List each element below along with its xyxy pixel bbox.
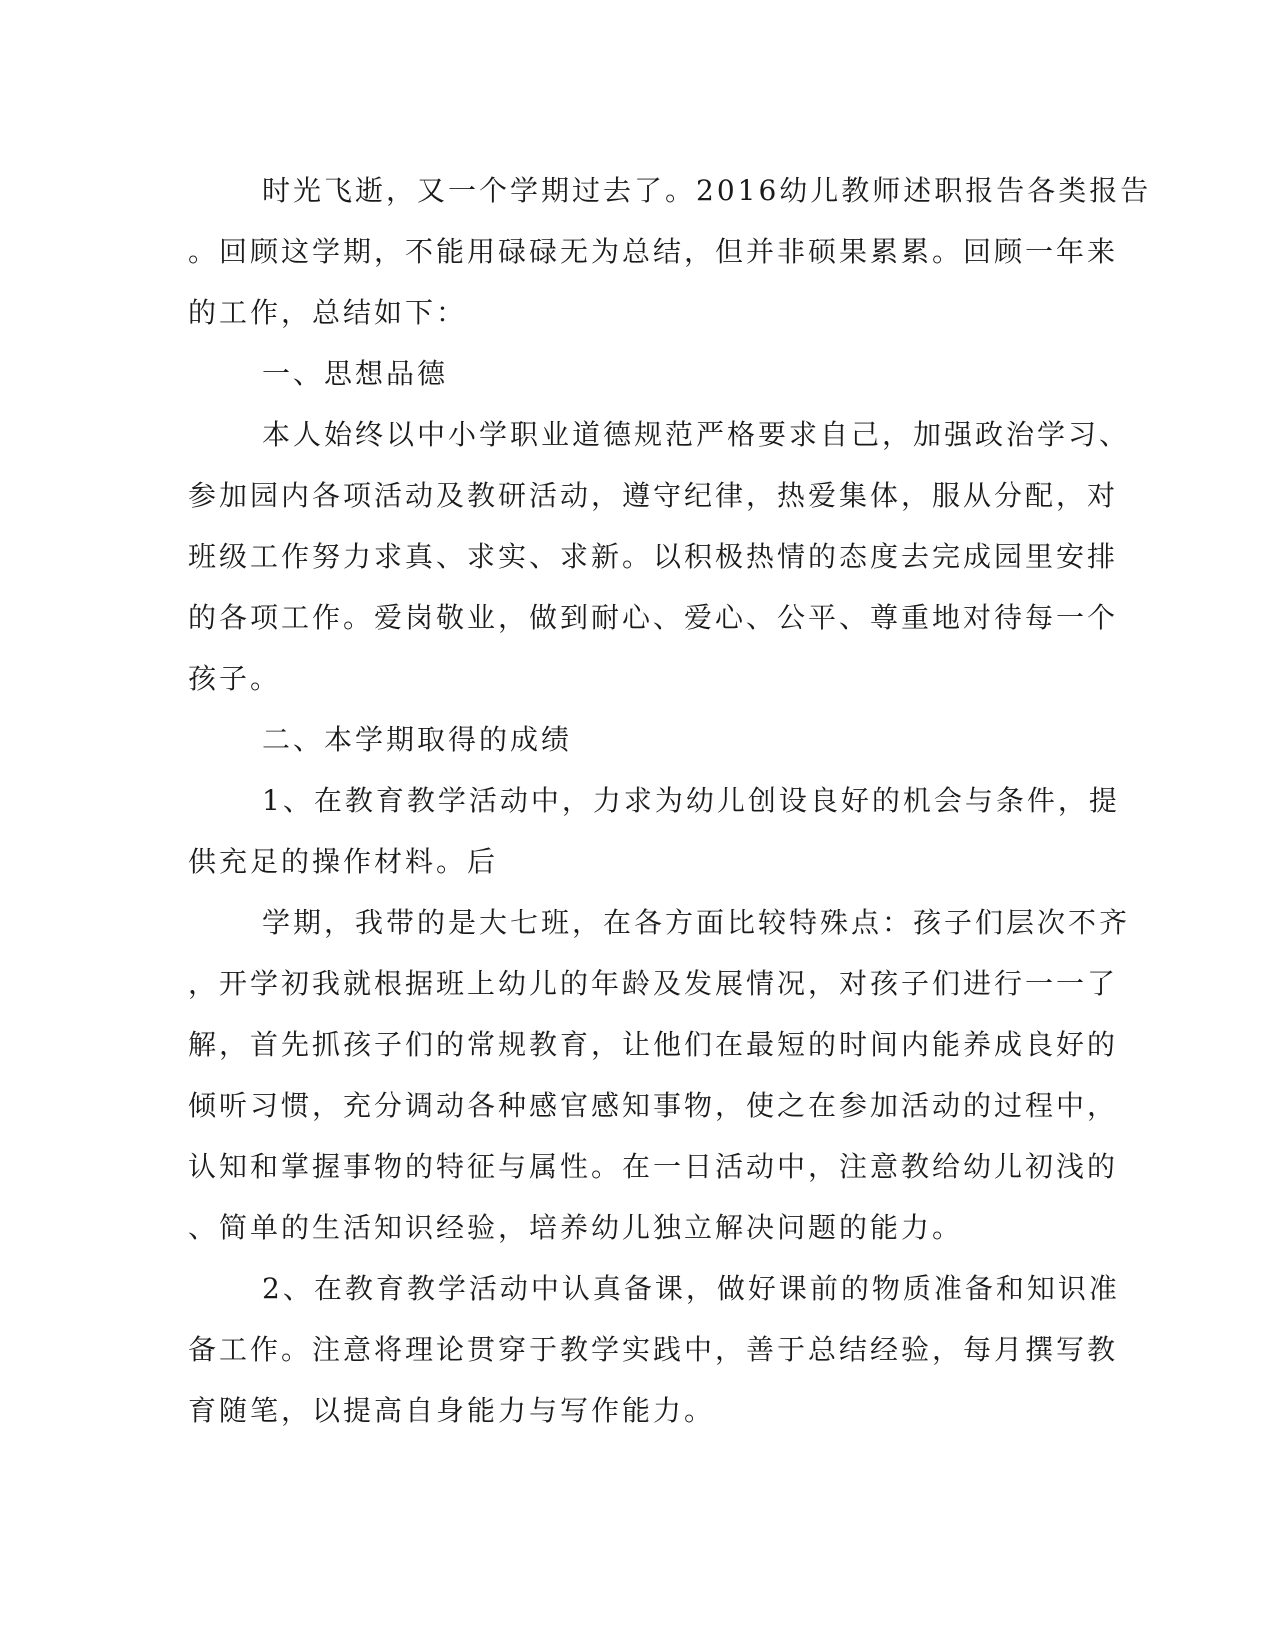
paragraph-intro bbox=[188, 160, 1152, 343]
text-line: 一、思想品德 bbox=[262, 357, 449, 390]
text-line: 解，首先抓孩子们的常规教育，让他们在最短的时间内能养成良好的 bbox=[188, 1028, 1119, 1061]
text-line: 本人始终以中小学职业道德规范严格要求自己，加强政治学习、 bbox=[262, 418, 1131, 451]
paragraph-morality bbox=[188, 404, 1131, 709]
text-line: 。回顾这学期，不能用碌碌无为总结，但并非硕果累累。回顾一年来 bbox=[188, 235, 1119, 268]
text-line: 供充足的操作材料。后 bbox=[188, 845, 499, 878]
text-line: ，开学初我就根据班上幼儿的年龄及发展情况，对孩子们进行一一了 bbox=[188, 967, 1119, 1000]
section-heading-achievements bbox=[188, 709, 1088, 770]
text-line: 育随笔，以提高自身能力与写作能力。 bbox=[188, 1394, 716, 1427]
text-line: 二、本学期取得的成绩 bbox=[262, 723, 573, 756]
text-line: 的工作，总结如下： bbox=[188, 296, 468, 329]
text-line: 备工作。注意将理论贯穿于教学实践中，善于总结经验，每月撰写教 bbox=[188, 1333, 1119, 1366]
text-line: 的各项工作。爱岗敬业，做到耐心、爱心、公平、尊重地对待每一个 bbox=[188, 601, 1119, 634]
text-line: 、简单的生活知识经验，培养幼儿独立解决问题的能力。 bbox=[188, 1211, 964, 1244]
text-line: 班级工作努力求真、求实、求新。以积极热情的态度去完成园里安排 bbox=[188, 540, 1119, 573]
paragraph-semester bbox=[188, 892, 1131, 1258]
text-line: 时光飞逝，又一个学期过去了。2016幼儿教师述职报告各类报告 bbox=[262, 174, 1152, 207]
paragraph-item-2 bbox=[188, 1258, 1120, 1441]
text-line: 参加园内各项活动及教研活动，遵守纪律，热爱集体，服从分配，对 bbox=[188, 479, 1119, 512]
paragraph-item-1 bbox=[188, 770, 1120, 892]
document-body bbox=[188, 160, 1152, 1441]
text-line: 孩子。 bbox=[188, 662, 282, 695]
section-heading-morality bbox=[188, 343, 1088, 404]
text-line: 认知和掌握事物的特征与属性。在一日活动中，注意教给幼儿初浅的 bbox=[188, 1150, 1119, 1183]
text-line: 2、在教育教学活动中认真备课，做好课前的物质准备和知识准 bbox=[262, 1272, 1120, 1305]
text-line: 学期，我带的是大七班，在各方面比较特殊点：孩子们层次不齐 bbox=[262, 906, 1131, 939]
text-line: 1、在教育教学活动中，力求为幼儿创设良好的机会与条件，提 bbox=[262, 784, 1120, 817]
text-line: 倾听习惯，充分调动各种感官感知事物，使之在参加活动的过程中， bbox=[188, 1089, 1119, 1122]
